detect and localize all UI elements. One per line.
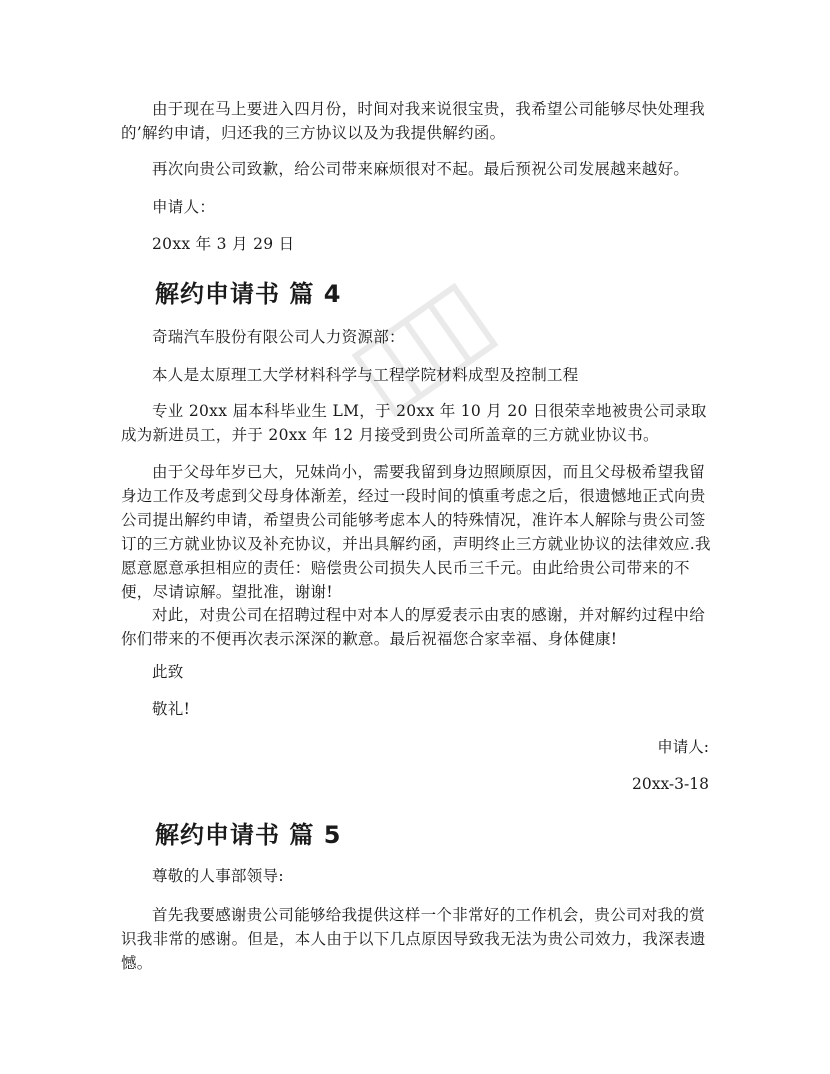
- s5-paragraph-1: 首先我要感谢贵公司能够给我提供这样一个非常好的工作机会，贵公司对我的赏识我非常的感谢。但是，本人由于以下几点原因导致我无法为贵公司效力，我深表遗憾。: [121, 906, 706, 972]
- s4-paragraph-3: 由于父母年岁已大，兄妹尚小，需要我留到身边照顾原因，而且父母极希望我留身边工作及考虑到父母身体渐差，经过一段时间的慎重考虑之后，很遗憾地正式向贵公司提出解约申请，希望贵公司能够考虑本人的特殊情况，准许本人解除与贵公司签订的三方就业协议及补充协议，并出具解约函，声明终止三方就业协议的法律效应.我愿意愿意承担相应的责任：赔偿贵公司损失人民币三千元。由此给贵公司带来的不便，尽请谅解。望批准，谢谢!: [121, 463, 711, 601]
- closing-ci-zhi: 此致: [152, 663, 184, 681]
- s4-paragraph-2: 专业 20xx 届本科毕业生 LM，于 20xx 年 10 月 20 日很荣幸地被贵公司录取成为新进员工，并于 20xx 年 12 月接受到贵公司所盖章的三方就业协议书。: [121, 402, 707, 444]
- heading-section-5: 解约申请书 篇 5: [155, 821, 342, 849]
- closing-jing-li: 敬礼!: [152, 700, 191, 718]
- recipient-5: 尊敬的人事部领导:: [152, 867, 284, 885]
- heading-section-4: 解约申请书 篇 4: [155, 280, 342, 308]
- applicant-label-1: 申请人：: [152, 198, 216, 216]
- applicant-label-4: 申请人:: [657, 738, 709, 756]
- date-1: 20xx 年 3 月 29 日: [152, 235, 295, 253]
- s4-paragraph-4: 对此，对贵公司在招聘过程中对本人的厚爱表示由衷的感谢，并对解约过程中给你们带来的不便再次表示深深的歉意。最后祝福您合家幸福、身体健康!: [121, 606, 706, 648]
- s4-paragraph-1: 本人是太原理工大学材料科学与工程学院材料成型及控制工程: [152, 366, 579, 384]
- paragraph-april: 由于现在马上要进入四月份，时间对我来说很宝贵，我希望公司能够尽快处理我的’解约申请，归还我的三方协议以及为我提供解约函。: [121, 100, 706, 142]
- paragraph-apology: 再次向贵公司致歉，给公司带来麻烦很对不起。最后预祝公司发展越来越好。: [152, 160, 690, 178]
- date-4: 20xx-3-18: [632, 775, 709, 793]
- recipient-4: 奇瑞汽车股份有限公司人力资源部：: [152, 328, 405, 346]
